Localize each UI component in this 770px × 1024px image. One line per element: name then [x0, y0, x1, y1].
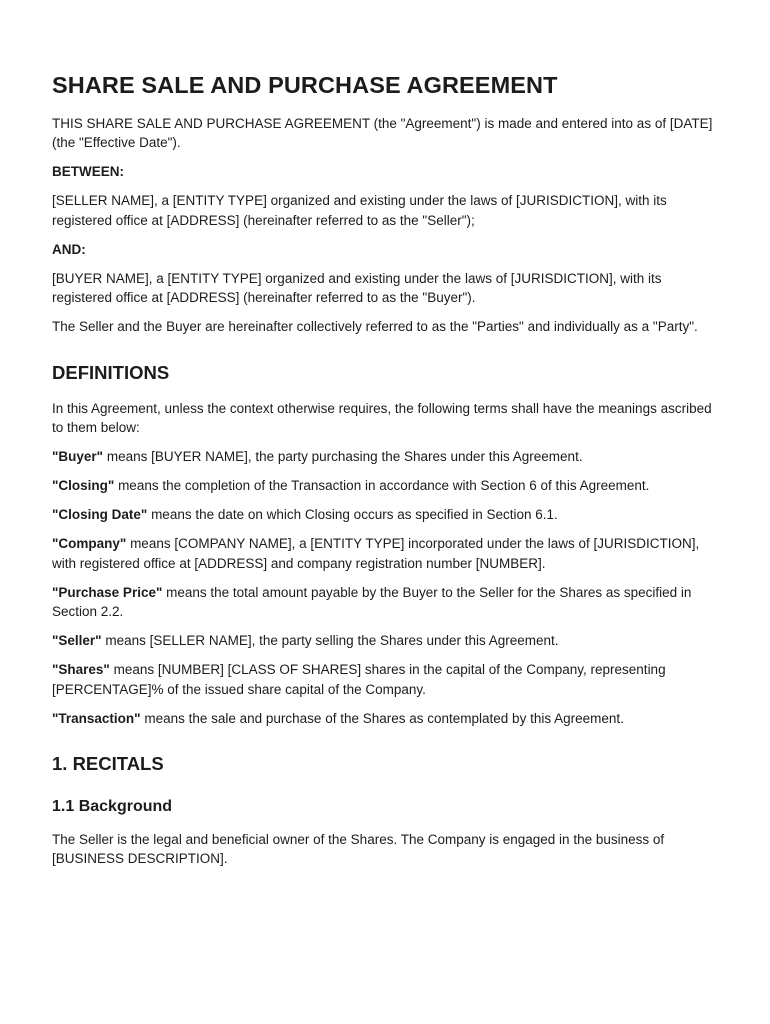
definition-term: "Company" [52, 536, 127, 552]
seller-party-paragraph: [SELLER NAME], a [ENTITY TYPE] organized and existing under the laws of [JURISDICTION], with its registered office at [ADDRESS] (hereinafter referred to as the "Seller"); [52, 193, 667, 228]
parties-paragraph: The Seller and the Buyer are hereinafter collectively referred to as the "Parties" and individually as a "Party". [52, 319, 698, 335]
definition-text: means the completion of the Transaction in accordance with Section 6 of this Agreement. [114, 478, 650, 494]
definition-term: "Buyer" [52, 449, 104, 465]
definition-text: means the date on which Closing occurs as specified in Section 6.1. [147, 507, 558, 523]
definition-text: means [BUYER NAME], the party purchasing the Shares under this Agreement. [103, 449, 583, 465]
document-title: SHARE SALE AND PURCHASE AGREEMENT [52, 72, 558, 98]
and-label: AND: [52, 241, 86, 257]
definition-term: "Shares" [52, 662, 110, 678]
definition-item [52, 709, 718, 729]
background-subheading: 1.1 Background [52, 798, 173, 816]
definition-text: means [COMPANY NAME], a [ENTITY TYPE] incorporated under the laws of [JURISDICTION], with registered office at [ADDRESS] and company registration number [NUMBER]. [52, 536, 700, 571]
intro-paragraph: THIS SHARE SALE AND PURCHASE AGREEMENT (the "Agreement") is made and entered into as of [DATE] (the "Effective Date"). [52, 115, 713, 151]
definition-text: means the sale and purchase of the Shares as contemplated by this Agreement. [140, 710, 624, 726]
definition-term: "Purchase Price" [52, 584, 163, 600]
definition-item [52, 505, 718, 525]
definition-item [52, 534, 718, 573]
recitals-heading: 1. RECITALS [52, 753, 164, 775]
definition-text: means the total amount payable by the Buyer to the Seller for the Shares as specified in Section 2.2. [52, 584, 692, 620]
definition-term: "Transaction" [52, 710, 141, 726]
definitions-heading: DEFINITIONS [52, 361, 170, 383]
definition-text: means [NUMBER] [CLASS OF SHARES] shares in the capital of the Company, representing [PERCENTAGE]% of the issued share capital of the Company. [52, 662, 666, 697]
definition-item [52, 631, 718, 651]
definition-term: "Closing" [52, 478, 115, 494]
definition-term: "Closing Date" [52, 507, 148, 523]
buyer-party-paragraph: [BUYER NAME], a [ENTITY TYPE] organized and existing under the laws of [JURISDICTION], with its registered office at [ADDRESS] (hereinafter referred to as the "Buyer"). [52, 270, 662, 306]
definition-item [52, 660, 718, 699]
definition-item [52, 583, 718, 622]
between-label: BETWEEN: [52, 164, 124, 180]
definition-item [52, 476, 718, 496]
definition-item [52, 447, 718, 467]
definition-term: "Seller" [52, 633, 102, 649]
definition-text: means [SELLER NAME], the party selling the Shares under this Agreement. [101, 633, 559, 649]
definitions-intro: In this Agreement, unless the context otherwise requires, the following terms shall have the meanings ascribed to them below: [52, 400, 712, 436]
background-paragraph: The Seller is the legal and beneficial owner of the Shares. The Company is engaged in the business of [BUSINESS DESCRIPTION]. [52, 831, 665, 867]
